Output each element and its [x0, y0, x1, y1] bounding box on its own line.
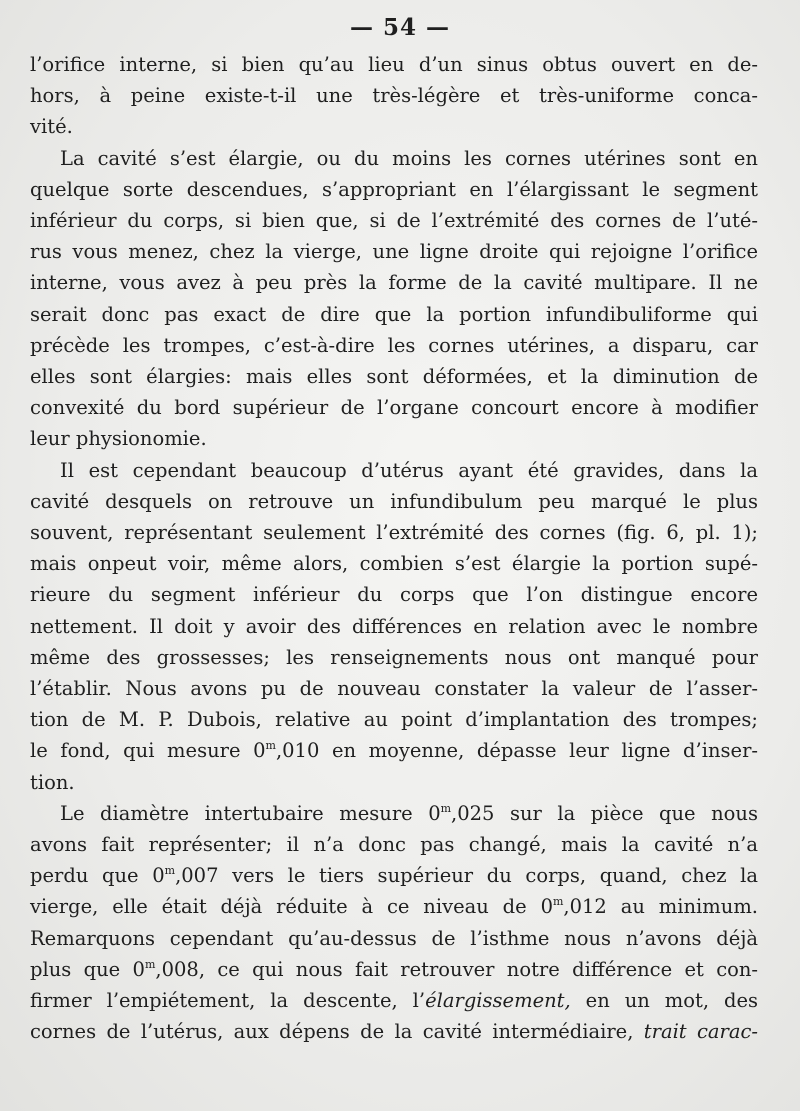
text-run: hors, à peine existe-t-il une très-légère et très-uniforme conca- [30, 84, 758, 108]
text-run: rieure du segment inférieur du corps que l’on distingue encore [30, 583, 758, 607]
text-line [30, 957, 758, 983]
text-line [30, 395, 758, 421]
text-run: l’établir. Nous avons pu de nouveau constater la valeur de l’asser- [30, 677, 758, 700]
text-line [30, 738, 758, 764]
text-line [30, 520, 758, 546]
text-line [30, 177, 758, 203]
text-line [60, 146, 758, 172]
text-run: leur physionomie. [30, 427, 207, 451]
text-run: cavité desquels on retrouve un infundibulum peu marqué le plus [30, 489, 758, 513]
text-line [30, 770, 758, 796]
italic-text: élargissement, [425, 989, 571, 1012]
text-run: le fond, qui mesure 0 [30, 739, 266, 763]
text-run: quelque sorte descendues, s’appropriant en l’élargissant le segment [30, 177, 758, 201]
text-line [30, 645, 758, 671]
text-run: en un mot, des [570, 989, 758, 1012]
text-line [30, 1019, 758, 1045]
unit-superscript: m [440, 801, 452, 815]
text-line [30, 270, 758, 296]
text-run: interne, vous avez à peu près la forme de la cavité multipare. Il ne [30, 271, 758, 295]
text-run: précède les trompes, c’est-à-dire les cornes utérines, a disparu, car [30, 333, 758, 357]
text-run: plus que 0 [30, 957, 145, 981]
text-run: ,008, ce qui nous fait retrouver notre différence et con- [155, 957, 759, 981]
text-line [30, 676, 758, 702]
text-line [30, 863, 758, 889]
text-run: nettement. Il doit y avoir des différences en relation avec le nombre [30, 614, 758, 638]
text-run: La cavité s’est élargie, ou du moins les cornes utérines sont en [60, 146, 758, 170]
text-line [60, 801, 758, 827]
text-line [30, 988, 758, 1014]
text-line [30, 551, 758, 577]
text-run: Remarquons cependant qu’au-dessus de l’isthme nous n’avons déjà [30, 926, 758, 950]
text-line [60, 458, 758, 484]
text-run: perdu que 0 [30, 864, 165, 888]
text-line [30, 83, 758, 109]
text-run: tion de M. P. Dubois, relative au point d’implantation des trompes; [30, 708, 758, 732]
text-run: firmer l’empiétement, la descente, l’ [30, 989, 426, 1012]
text-run: ,010 en moyenne, dépasse leur ligne d’inser- [275, 739, 758, 763]
text-line [30, 239, 758, 265]
text-line [30, 208, 758, 234]
text-run: même des grossesses; les renseignements nous ont manqué pour [30, 645, 758, 669]
text-line [30, 707, 758, 733]
text-run: ,012 au minimum. [563, 895, 759, 919]
text-line [30, 926, 758, 952]
text-line [30, 832, 758, 858]
text-run: vierge, elle était déjà réduite à ce niveau de 0 [30, 895, 553, 919]
italic-text: trait carac- [643, 1020, 758, 1044]
text-line [30, 894, 758, 920]
text-run: vité. [30, 115, 73, 139]
text-run: serait donc pas exact de dire que la portion infundibuliforme qui [30, 302, 758, 326]
text-run: cornes de l’utérus, aux dépens de la cavité intermédiaire, [30, 1020, 644, 1044]
page-number: — 54 — [349, 14, 451, 41]
text-line [30, 52, 758, 78]
text-run: souvent, représentant seulement l’extrémité des cornes (fig. 6, pl. 1); [30, 521, 758, 544]
text-run: Il est cependant beaucoup d’utérus ayant été gravides, dans la [60, 458, 758, 482]
text-run: convexité du bord supérieur de l’organe concourt encore à modifier [30, 396, 758, 420]
text-run: rus vous menez, chez la vierge, une ligne droite qui rejoigne l’orifice [30, 240, 758, 264]
text-run: l’orifice interne, si bien qu’au lieu d’un sinus obtus ouvert en de- [30, 53, 758, 76]
text-line [30, 364, 758, 390]
text-line [30, 489, 758, 515]
text-run: mais onpeut voir, même alors, combien s’est élargie la portion supé- [30, 552, 758, 576]
text-line [30, 114, 758, 140]
text-run: ,025 sur la pièce que nous [451, 801, 758, 825]
text-run: elles sont élargies: mais elles sont déformées, et la diminution de [30, 365, 758, 388]
unit-superscript: m [164, 864, 176, 878]
text-line [30, 302, 758, 328]
text-run: Le diamètre intertubaire mesure 0 [60, 801, 441, 825]
text-run: inférieur du corps, si bien que, si de l’extrémité des cornes de l’uté- [30, 209, 758, 232]
text-line [30, 426, 758, 452]
text-line [30, 582, 758, 608]
text-run: ,007 vers le tiers supérieur du corps, quand, chez la [175, 864, 758, 888]
text-line [30, 333, 758, 359]
text-run: tion. [30, 770, 75, 794]
unit-superscript: m [552, 895, 564, 909]
unit-superscript: m [265, 739, 276, 753]
text-line [30, 614, 758, 640]
text-run: avons fait représenter; il n’a donc pas changé, mais la cavité n’a [30, 833, 758, 856]
unit-superscript: m [144, 957, 156, 971]
